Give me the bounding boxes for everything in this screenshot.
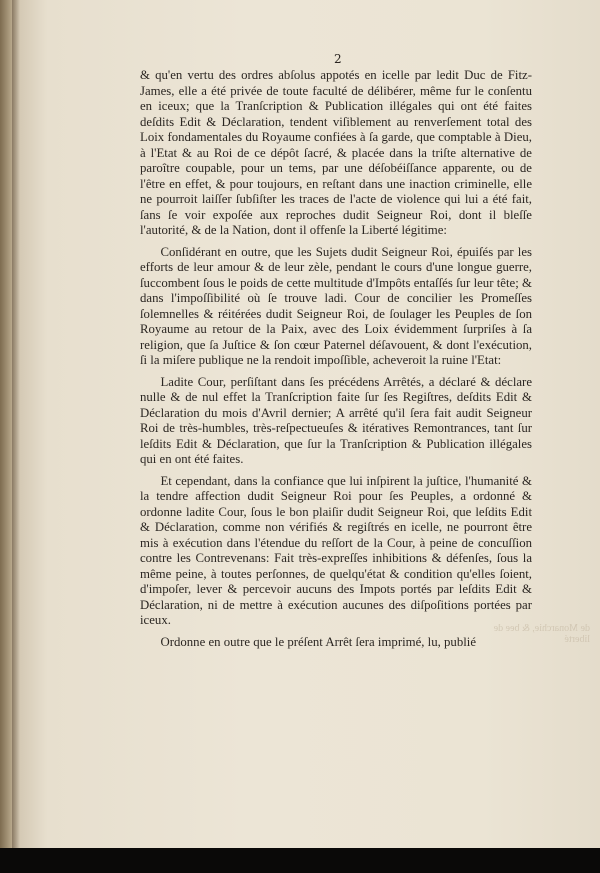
paragraph-1: & qu'en vertu des ordres abſolus appotés en icelle par ledit Duc de Fitz-James, elle a été privée de toute faculté de délibérer, même fur le conſentu en iceux; que la Tranſcription & Publication illégales qui ont été faites deſdits Edit & Déclaration, tendent viſiblement au renverſement total des Loix fondamentales du Royaume confiées à ſa garde, que comptable à Dieu, à l'Etat & au Roi de ce dépôt ſacré, & placée dans la triſte alternative de paroître coupable, pour un tems, par une déſobéiſſance apparente, ou de l'être en effet, & pour toujours, en reſtant dans une inaction criminelle, elle ne pourroit laiſſer ſubſiſter les traces de l'acte de violence qui lui a été fait, ſans ſe voir expoſée aux reproches dudit Seigneur Roi, dont il bleſſe l'autorité, & de la Nation, dont il offenſe la Liberté légitime: (140, 68, 532, 237)
paragraph-4: Et cependant, dans la confiance que lui inſpirent la juſtice, l'humanité & la tendre affection dudit Seigneur Roi pour ſes Peuples, a ordonné & ordonne ladite Cour, ſous le bon plaiſir dudit Seigneur Roi, que leſdits Edit & Déclaration, comme non vérifiés & regiſtrés en icelle, ne pourront être mis à exécution dans l'étendue du reſſort de la Cour, à peine de concuſſion contre les Contrevenans: Fait très-expreſſes inhibitions & défenſes, ſous la même peine, à toutes perſonnes, de quelqu'état & condition qu'elles ſoient, d'impoſer, lever & percevoir aucuns des Impots portés par leſdits Edit & Déclaration, ni de mettre à exécution aucunes des diſpoſitions portées par iceux. (140, 473, 532, 627)
page-edge-left (0, 0, 12, 848)
page-number: 2 (334, 52, 342, 66)
paragraph-5: Ordonne en outre que le préſent Arrêt ſera imprimé, lu, publié (160, 634, 477, 649)
paragraph-3: Ladite Cour, perſiſtant dans ſes précédens Arrêtés, a déclaré & déclare nulle & de nul effet la Tranſcription faite ſur ſes Regiſtres, deſdits Edit & Déclaration du mois d'Avril dernier; A arrêté qu'il ſera fait audit Seigneur Roi de très-humbles, très-reſpectueuſes & itératives Remontrances, tant ſur leſdits Edit & Déclaration, que ſur la Tranſcription & Publication illégales qui en ont été faites. (140, 374, 532, 466)
bleed-through-text: de Monarchie, & bee de liberté (493, 623, 590, 645)
paragraph-2: Conſidérant en outre, que les Sujets dudit Seigneur Roi, épuiſés par les efforts de leur amour & de leur zèle, pendant le cours d'une longue guerre, ſuccombent ſous le poids de cette multitude d'Impôts entaſſés ſur leur tête; & dans l'impoſſibilité où ſe trouve ladi. Cour de concilier les Promeſſes ſolemnelles & réitérées dudit Seigneur Roi, de ſoulager les Peuples de ſon Royaume au retour de la Paix, avec des Loix évidemment ſurpriſes à ſa religion, que ſa Juſtice & ſon cœur Paternel déſavouent, & dont l'exécution, ſi la miſere publique ne la rendoit impoſſible, acheveroit la ruine l'Etat: (140, 244, 532, 367)
body-text (140, 68, 532, 656)
page-bottom-edge (0, 848, 600, 873)
